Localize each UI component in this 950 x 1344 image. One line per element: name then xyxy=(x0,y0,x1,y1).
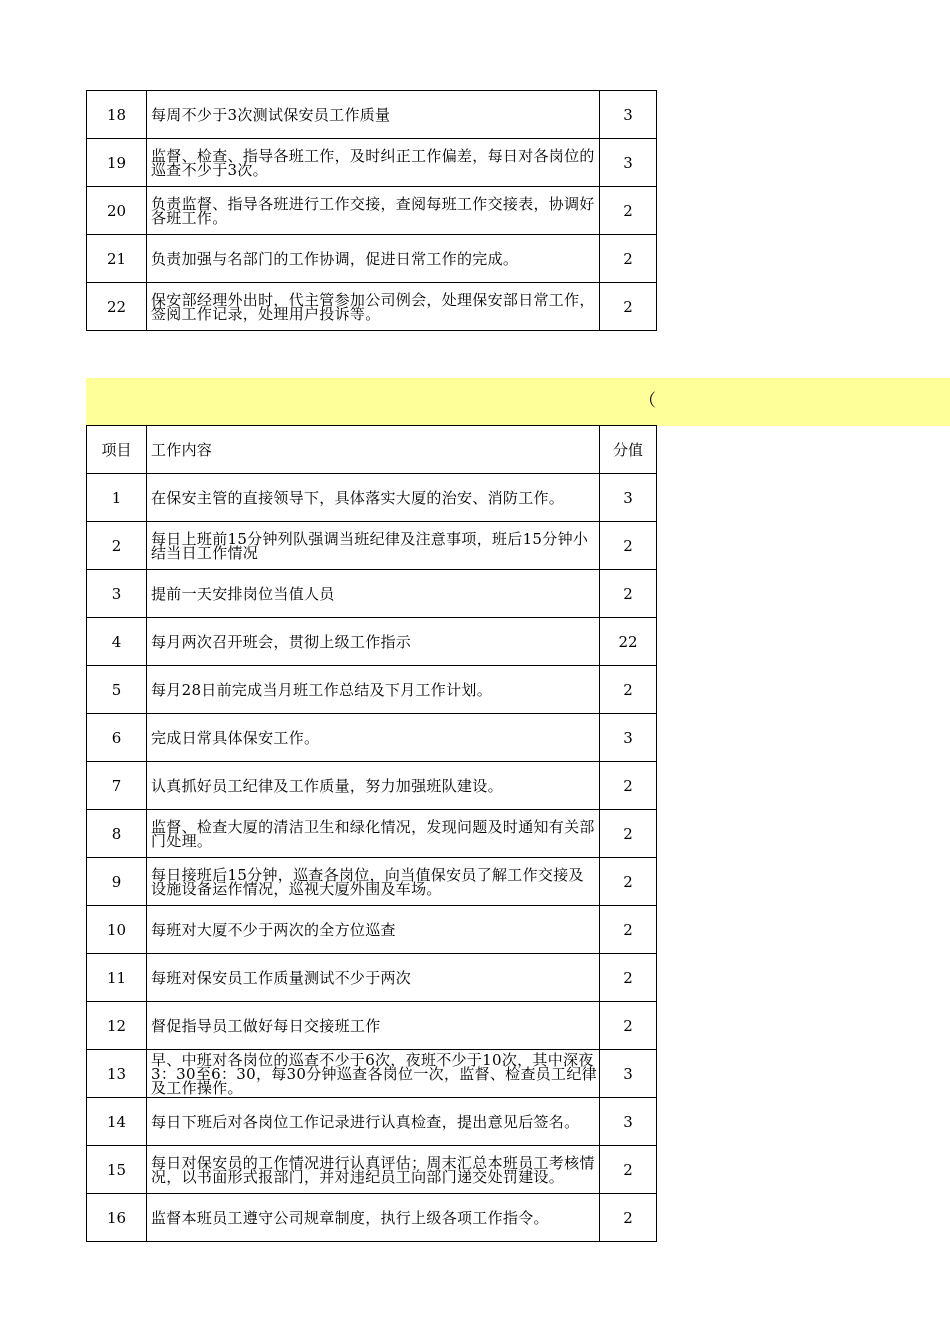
work-content-cell: 监督、检查、指导各班工作，及时纠正工作偏差，每日对各岗位的巡查不少于3次。 xyxy=(147,139,600,187)
work-content-cell: 每日接班后15分钟，巡查各岗位，向当值保安员了解工作交接及设施设备运作情况，巡视大厦外围及车场。 xyxy=(147,858,600,906)
item-number-cell: 7 xyxy=(87,762,147,810)
table-row xyxy=(87,283,657,331)
score-cell: 2 xyxy=(600,187,657,235)
item-number-cell: 5 xyxy=(87,666,147,714)
score-cell: 2 xyxy=(600,954,657,1002)
score-cell: 3 xyxy=(600,1098,657,1146)
work-content-cell: 督促指导员工做好每日交接班工作 xyxy=(147,1002,600,1050)
score-cell: 22 xyxy=(600,618,657,666)
top-duty-table xyxy=(86,90,657,331)
bottom-duty-table xyxy=(86,425,657,1242)
score-cell: 2 xyxy=(600,810,657,858)
item-number-cell: 12 xyxy=(87,1002,147,1050)
score-cell: 2 xyxy=(600,762,657,810)
section-banner-title: （ xyxy=(639,391,656,411)
item-number-cell: 13 xyxy=(87,1050,147,1098)
item-number-cell: 8 xyxy=(87,810,147,858)
table-row xyxy=(87,522,657,570)
work-content-cell: 每班对大厦不少于两次的全方位巡查 xyxy=(147,906,600,954)
item-number-cell: 21 xyxy=(87,235,147,283)
item-number-cell: 22 xyxy=(87,283,147,331)
work-content-cell: 认真抓好员工纪律及工作质量，努力加强班队建设。 xyxy=(147,762,600,810)
work-content-cell: 每月28日前完成当月班工作总结及下月工作计划。 xyxy=(147,666,600,714)
work-content-cell: 在保安主管的直接领导下，具体落实大厦的治安、消防工作。 xyxy=(147,474,600,522)
score-cell: 2 xyxy=(600,906,657,954)
score-cell: 2 xyxy=(600,235,657,283)
table-row xyxy=(87,1098,657,1146)
work-content-cell: 每日下班后对各岗位工作记录进行认真检查，提出意见后签名。 xyxy=(147,1098,600,1146)
work-content-cell: 每日上班前15分钟列队强调当班纪律及注意事项，班后15分钟小结当日工作情况 xyxy=(147,522,600,570)
work-content-cell: 完成日常具体保安工作。 xyxy=(147,714,600,762)
work-content-cell: 每日对保安员的工作情况进行认真评估；周末汇总本班员工考核情况，以书面形式报部门，并对违纪员工向部门递交处罚建设。 xyxy=(147,1146,600,1194)
header-score: 分值 xyxy=(600,426,657,474)
item-number-cell: 18 xyxy=(87,91,147,139)
work-content-cell: 每班对保安员工作质量测试不少于两次 xyxy=(147,954,600,1002)
item-number-cell: 15 xyxy=(87,1146,147,1194)
item-number-cell: 3 xyxy=(87,570,147,618)
table-row xyxy=(87,139,657,187)
score-cell: 3 xyxy=(600,91,657,139)
table-row xyxy=(87,1146,657,1194)
score-cell: 3 xyxy=(600,474,657,522)
work-content-cell: 负责监督、指导各班进行工作交接，查阅每班工作交接表，协调好各班工作。 xyxy=(147,187,600,235)
score-cell: 2 xyxy=(600,1002,657,1050)
table-row xyxy=(87,1002,657,1050)
score-cell: 3 xyxy=(600,1050,657,1098)
item-number-cell: 19 xyxy=(87,139,147,187)
work-content-cell: 保安部经理外出时，代主管参加公司例会，处理保安部日常工作，签阅工作记录，处理用户投诉等。 xyxy=(147,283,600,331)
table-row xyxy=(87,906,657,954)
top-table-body xyxy=(87,91,657,331)
item-number-cell: 20 xyxy=(87,187,147,235)
table-row xyxy=(87,714,657,762)
item-number-cell: 16 xyxy=(87,1194,147,1242)
bottom-table-body xyxy=(87,474,657,1242)
item-number-cell: 6 xyxy=(87,714,147,762)
score-cell: 2 xyxy=(600,522,657,570)
table-row xyxy=(87,618,657,666)
table-row xyxy=(87,666,657,714)
score-cell: 2 xyxy=(600,666,657,714)
work-content-cell: 负责加强与名部门的工作协调，促进日常工作的完成。 xyxy=(147,235,600,283)
item-number-cell: 4 xyxy=(87,618,147,666)
table-row xyxy=(87,187,657,235)
item-number-cell: 2 xyxy=(87,522,147,570)
score-cell: 2 xyxy=(600,1146,657,1194)
score-cell: 2 xyxy=(600,570,657,618)
table-row xyxy=(87,235,657,283)
work-content-cell: 每月两次召开班会，贯彻上级工作指示 xyxy=(147,618,600,666)
table-row xyxy=(87,1194,657,1242)
item-number-cell: 1 xyxy=(87,474,147,522)
table-row xyxy=(87,810,657,858)
work-content-cell: 提前一天安排岗位当值人员 xyxy=(147,570,600,618)
header-work-content: 工作内容 xyxy=(147,426,600,474)
table-row xyxy=(87,91,657,139)
table-row xyxy=(87,474,657,522)
work-content-cell: 监督本班员工遵守公司规章制度，执行上级各项工作指令。 xyxy=(147,1194,600,1242)
work-content-cell: 监督、检查大厦的清洁卫生和绿化情况，发现问题及时通知有关部门处理。 xyxy=(147,810,600,858)
item-number-cell: 9 xyxy=(87,858,147,906)
section-banner xyxy=(86,378,950,426)
table-row xyxy=(87,1050,657,1098)
score-cell: 2 xyxy=(600,1194,657,1242)
score-cell: 3 xyxy=(600,714,657,762)
score-cell: 2 xyxy=(600,283,657,331)
item-number-cell: 11 xyxy=(87,954,147,1002)
table-row xyxy=(87,570,657,618)
item-number-cell: 14 xyxy=(87,1098,147,1146)
work-content-cell: 每周不少于3次测试保安员工作质量 xyxy=(147,91,600,139)
score-cell: 3 xyxy=(600,139,657,187)
work-content-cell: 早、中班对各岗位的巡查不少于6次，夜班不少于10次，其中深夜3：30至6：30，每30分钟巡查各岗位一次，监督、检查员工纪律及工作操作。 xyxy=(147,1050,600,1098)
score-cell: 2 xyxy=(600,858,657,906)
table-row xyxy=(87,858,657,906)
table-header-row xyxy=(87,426,657,474)
table-row xyxy=(87,762,657,810)
header-item-no: 项目 xyxy=(87,426,147,474)
item-number-cell: 10 xyxy=(87,906,147,954)
table-row xyxy=(87,954,657,1002)
